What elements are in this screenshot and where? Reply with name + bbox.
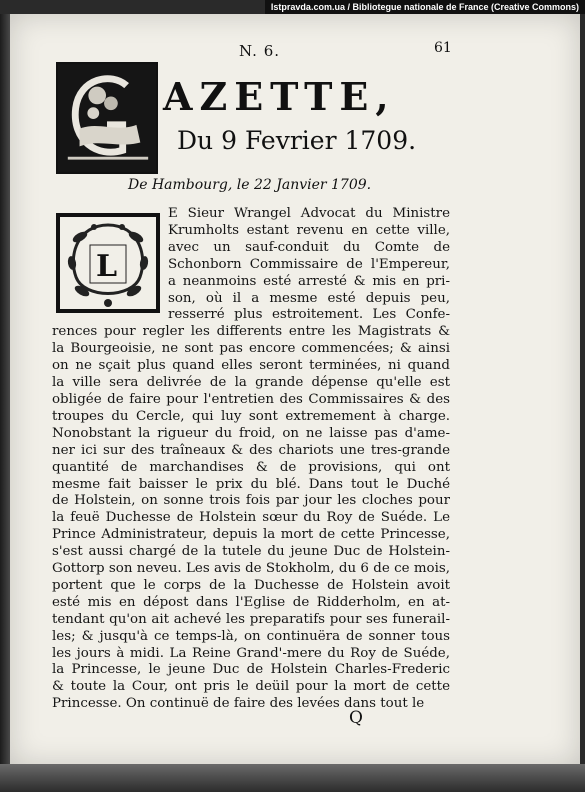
text-line: son, où il a mesme esté depuis peu, (168, 290, 450, 306)
ornamental-initial-g (56, 62, 158, 174)
text-line: E Sieur Wrangel Advocat du Ministre (168, 206, 450, 221)
image-credit: Istpravda.com.ua / Bibliotegue nationale de France (Creative Commons) (265, 0, 585, 14)
text-line: rences pour regler les differents entre les Magistrats & (52, 324, 450, 340)
text-line: resserré plus estroitement. Les Confe- (168, 307, 450, 323)
text-line: la Princesse, le jeune Duc de Holstein Charles-Frederic (52, 662, 450, 678)
text-line: ner ici sur des traîneaux & des chariots une tres-grande (52, 442, 450, 458)
text-line: la Bourgeoisie, ne sont pas encore commencées; & ainsi (52, 341, 450, 357)
text-line: a neanmoins esté arresté & mis en pri- (168, 273, 450, 289)
text-line: Princesse. On continuë de faire des levées dans tout le (52, 696, 425, 712)
text-line: & toute la Cour, ont pris le deüil pour la mort de cette (52, 679, 450, 695)
text-line: Krumholts estant revenu en cette ville, (168, 222, 450, 238)
catchword: Q (349, 708, 363, 728)
issue-number: N. 6. (239, 42, 281, 60)
ornament-g-icon (58, 64, 156, 172)
text-line: mesme fait baisser le prix du blé. Dans tout le Duché (52, 476, 450, 492)
text-line: obligée de faire pour l'entretien des Commissaires & des (52, 391, 450, 407)
text-line: les; & jusqu'à ce temps-là, on continuëra de sonner tous (52, 628, 450, 644)
page-number: 61 (434, 40, 452, 56)
text-line: tendant qu'on ait achevé les preparatifs pour ses funerail- (52, 611, 450, 627)
text-line: avec un sauf-conduit du Comte de (168, 239, 450, 255)
issue-date: Du 9 Fevrier 1709. (177, 126, 417, 155)
text-line: s'est aussi chargé de la tutele du jeune Duc de Holstein- (52, 544, 450, 560)
newspaper-page (10, 14, 580, 766)
text-line: la ville sera delivrée de la grande dépense qu'elle est (52, 375, 450, 391)
text-line: portent que le corps de la Duchesse de Holstein avoit (52, 577, 450, 593)
drop-cap-letter: L (96, 249, 118, 284)
text-line: Gottorp son neveu. Les avis de Stokholm, du 6 de ce mois, (52, 561, 450, 577)
text-line: la feuë Duchesse de Holstein sœur du Roy de Suéde. Le (52, 510, 450, 526)
text-line: Nonobstant la rigueur du froid, on ne laisse pas d'ame- (52, 425, 450, 441)
text-line: les jours à midi. La Reine Grand'-mere du Roy de Suéde, (52, 645, 450, 661)
article-body (52, 206, 450, 713)
text-line: esté mis en dépost dans l'Eglise de Ridderholm, en at- (52, 594, 450, 610)
newspaper-title: AZETTE, (163, 74, 396, 119)
text-line: on ne sçait plus quand elles seront terminées, ni quand (52, 358, 450, 374)
text-line: de Holstein, on sonne trois fois par jour les cloches pour (52, 493, 450, 509)
dateline: De Hambourg, le 22 Janvier 1709. (128, 177, 372, 193)
text-line: quantité de marchandises & de provisions, qui ont (52, 459, 450, 475)
text-line: Schonborn Commissaire de l'Empereur, (168, 256, 450, 272)
text-line: troupes du Cercle, qui luy sont extremement à charge. (52, 408, 450, 424)
page-bottom-shadow (0, 764, 585, 792)
text-line: Prince Administrateur, depuis la mort de cette Princesse, (52, 527, 450, 543)
